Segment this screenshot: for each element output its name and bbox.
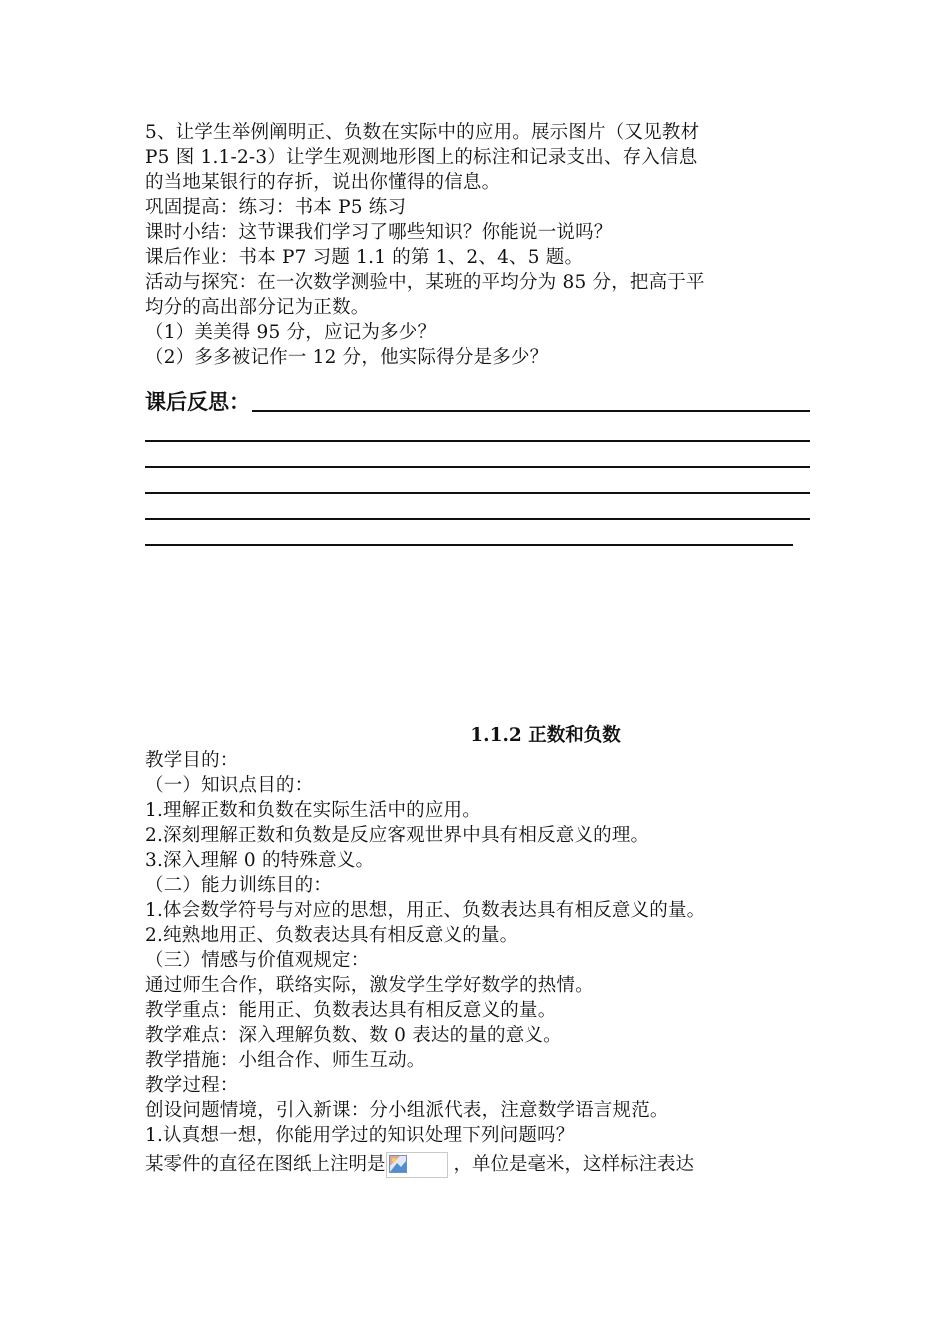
reflection-line <box>145 416 810 442</box>
diameter-line <box>145 1152 810 1178</box>
activity-line-1: 活动与探究：在一次数学测验中，某班的平均分为 85 分，把高于平 <box>145 272 705 293</box>
inline-image-placeholder <box>386 1152 448 1178</box>
summary-text: 课时小结：这节课我们学习了哪些知识？你能说一说吗？ <box>145 222 613 243</box>
section-line: 教学重点：能用正、负数表达具有相反意义的量。 <box>145 1000 557 1021</box>
section-line: 教学过程： <box>145 1075 239 1096</box>
reflection-line <box>145 468 810 494</box>
section-line: 3.深入理解 0 的特殊意义。 <box>145 850 375 871</box>
question-2: （2）多多被记作一 12 分，他实际得分是多少？ <box>145 347 549 368</box>
item5-line-2: P5 图 1.1-2-3）让学生观测地形图上的标注和记录支出、存入信息 <box>145 147 698 168</box>
section-line: 1.体会数学符号与对应的思想，用正、负数表达具有相反意义的量。 <box>145 900 706 921</box>
section-line: 创设问题情境，引入新课：分小组派代表，注意数学语言规范。 <box>145 1100 669 1121</box>
section-line: 教学目的： <box>145 750 239 771</box>
reflection-rule <box>252 410 810 412</box>
document-page <box>145 120 810 1178</box>
section-line: 1.认真想一想，你能用学过的知识处理下列问题吗？ <box>145 1125 575 1146</box>
section-line: 通过师生合作，联络实际，激发学生学好数学的热情。 <box>145 975 594 996</box>
section-title: 1.1.2 正数和负数 <box>470 725 621 746</box>
consolidate-text: 巩固提高：练习：书本 P5 练习 <box>145 197 407 218</box>
section-line: 2.纯熟地用正、负数表达具有相反意义的量。 <box>145 925 519 946</box>
section-line: 1.理解正数和负数在实际生活中的应用。 <box>145 800 481 821</box>
homework-text: 课后作业：书本 P7 习题 1.1 的第 1、2、4、5 题。 <box>145 247 584 268</box>
diameter-text-before: 某零件的直径在图纸上注明是 <box>145 1154 386 1175</box>
section-line: （一）知识点目的： <box>145 775 314 796</box>
section-line: （三）情感与价值观规定： <box>145 950 370 971</box>
item5-line-1: 5、让学生举例阐明正、负数在实际中的应用。展示图片（又见教材 <box>145 122 700 143</box>
reflection-line <box>145 494 810 520</box>
diameter-text-after: ，单位是毫米，这样标注表达 <box>453 1154 695 1175</box>
item5-line-3: 的当地某银行的存折，说出你懂得的信息。 <box>145 172 501 193</box>
section-line: 教学难点：深入理解负数、数 0 表达的量的意义。 <box>145 1025 562 1046</box>
section-line: 2.深刻理解正数和负数是反应客观世界中具有相反意义的理。 <box>145 825 650 846</box>
reflection-line <box>145 520 793 546</box>
reflection-title: 课后反思： <box>145 390 250 414</box>
activity-line-2: 均分的高出部分记为正数。 <box>145 297 370 318</box>
section-line: 教学措施：小组合作、师生互动。 <box>145 1050 426 1071</box>
question-1: （1）美美得 95 分，应记为多少？ <box>145 322 437 343</box>
broken-image-icon <box>389 1155 407 1173</box>
section-line: （二）能力训练目的： <box>145 875 333 896</box>
reflection-line <box>145 442 810 468</box>
reflection-heading <box>145 382 810 416</box>
